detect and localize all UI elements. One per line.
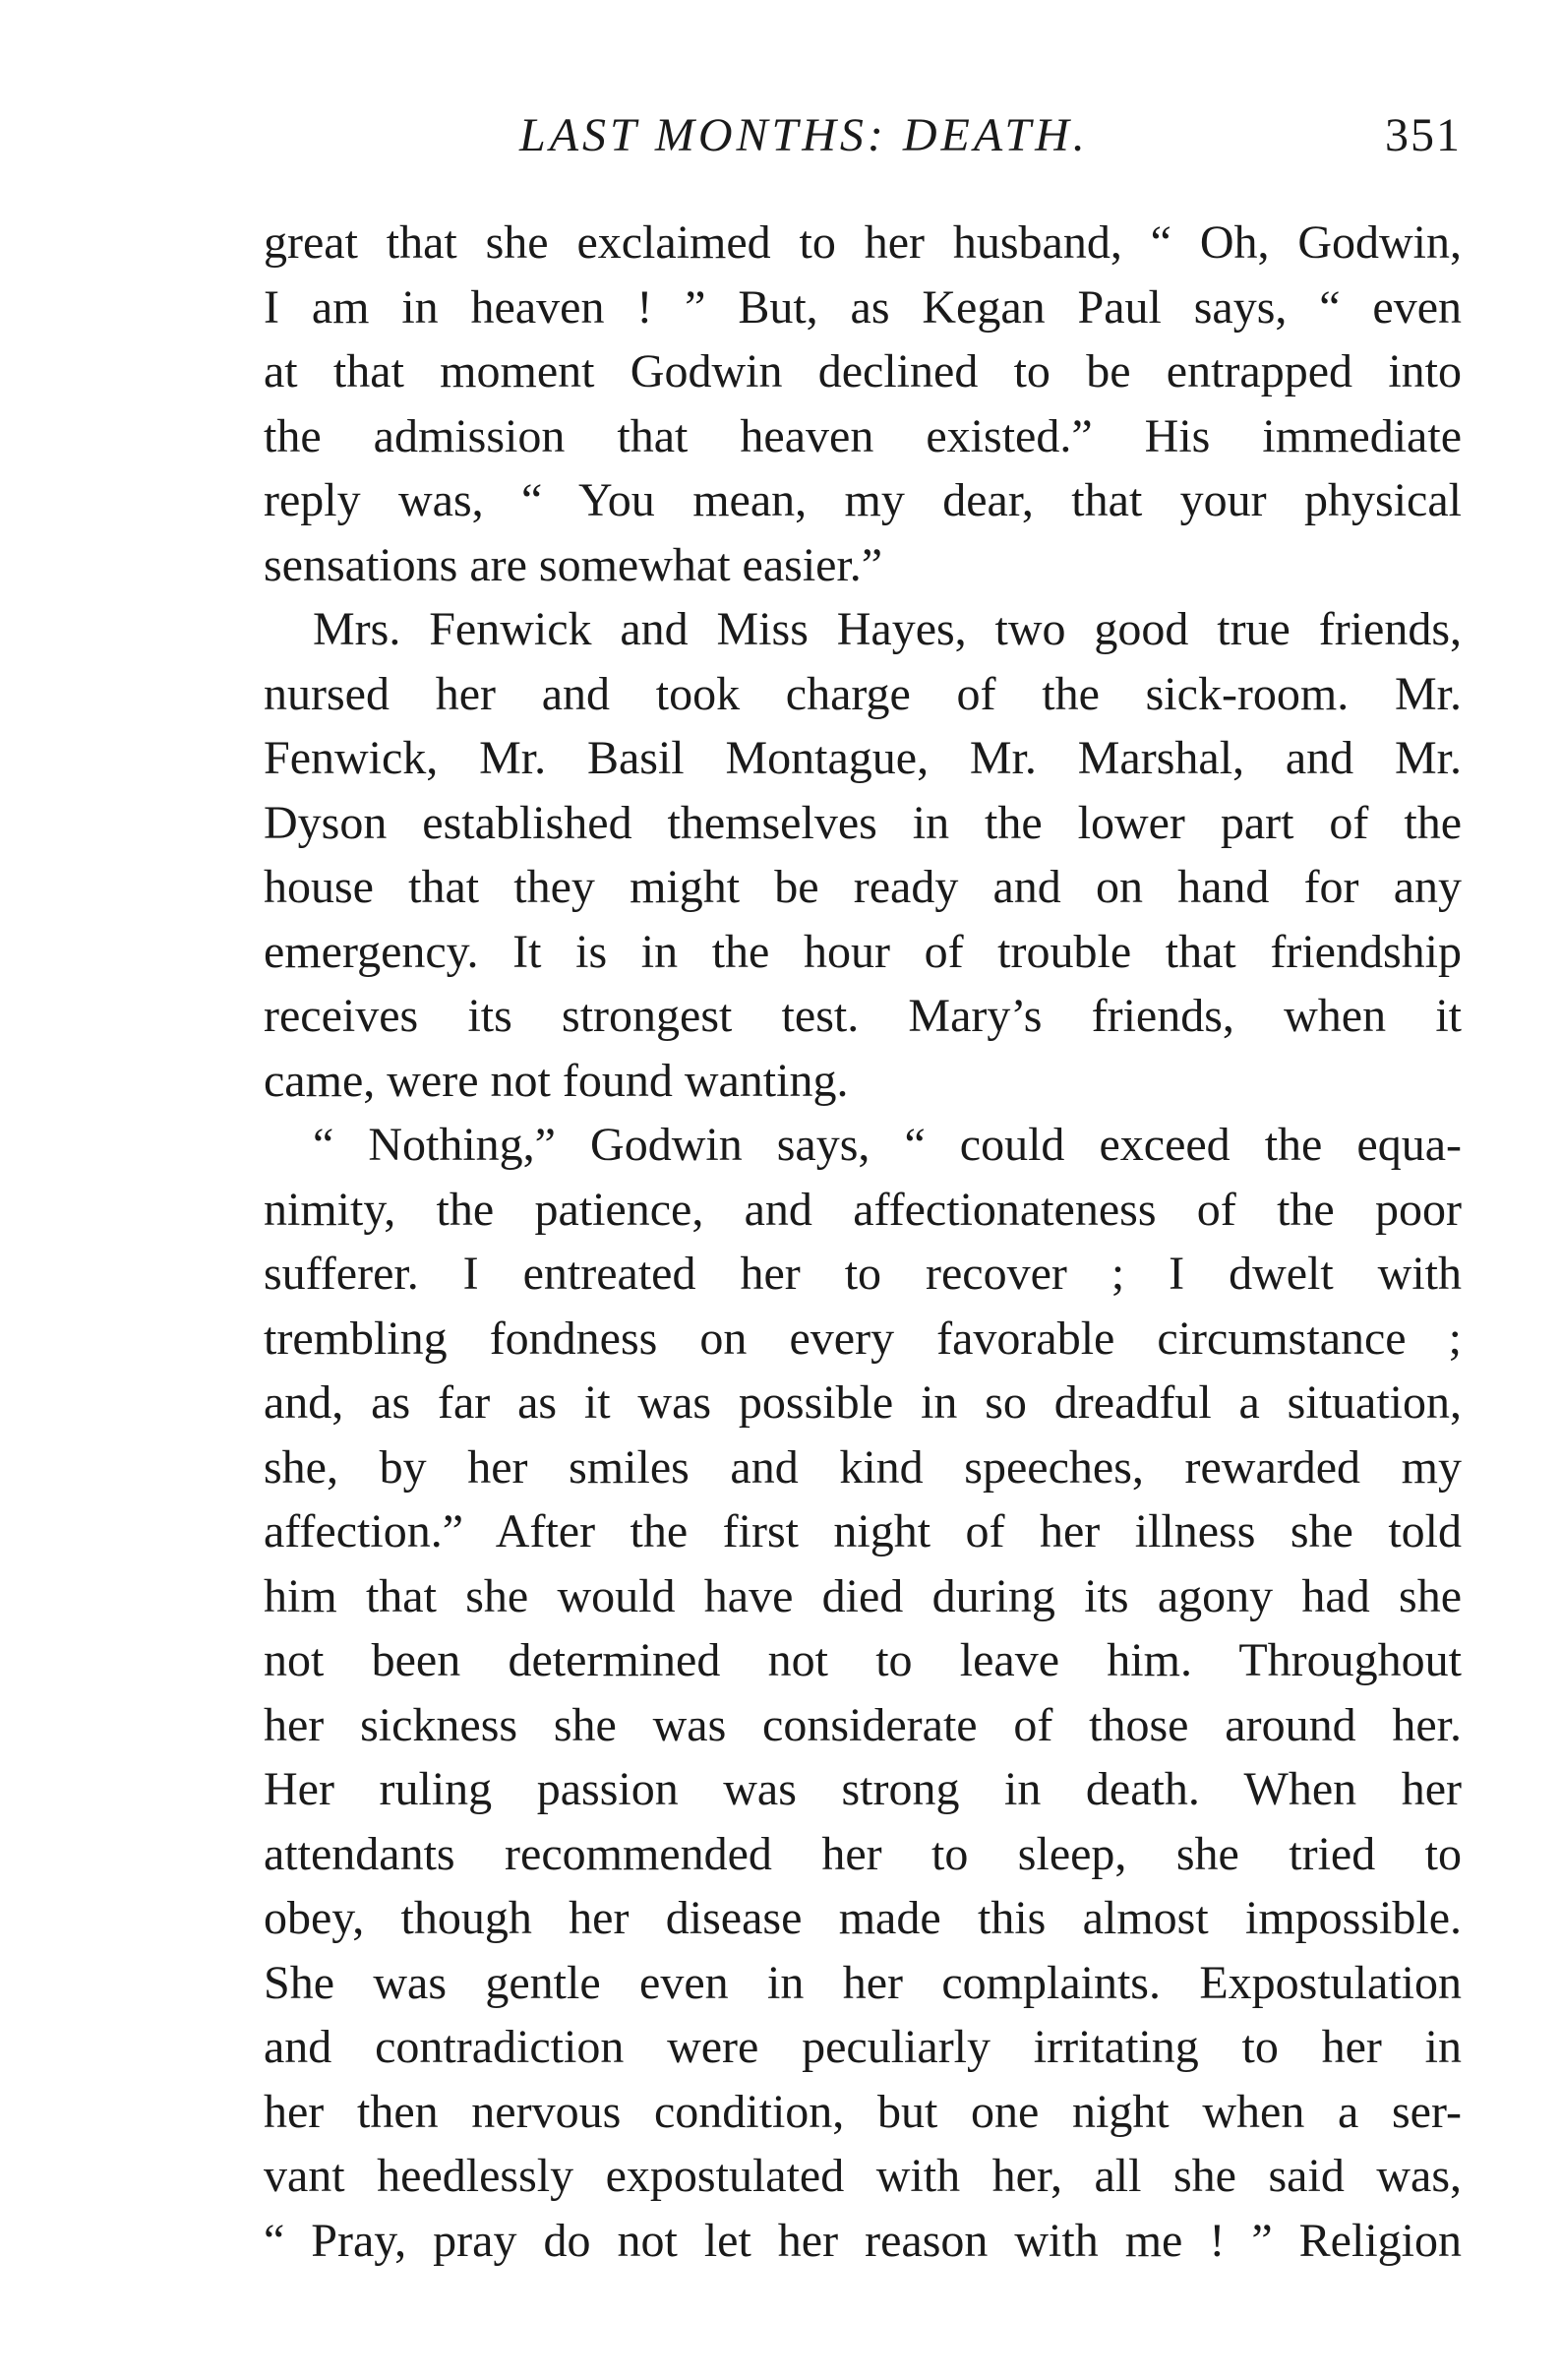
text-line: Dyson established themselves in the lower part of the [264, 796, 1462, 849]
text-line: reply was, “ You mean, my dear, that your physical [264, 474, 1462, 526]
text-line: at that moment Godwin declined to be entrapped into [264, 345, 1462, 397]
text-line: sufferer. I entreated her to recover ; I dwelt with [264, 1248, 1462, 1300]
text-line: her then nervous condition, but one night when a ser- [264, 2085, 1462, 2138]
body-text [264, 211, 1462, 2273]
text-line: her sickness she was considerate of those around her. [264, 1698, 1462, 1751]
text-line: came, were not found wanting. [264, 1054, 849, 1107]
text-line: attendants recommended her to sleep, she tried to [264, 1827, 1462, 1880]
text-line: affection.” After the first night of her illness she told [264, 1505, 1462, 1557]
text-line: great that she exclaimed to her husband, “ Oh, Godwin, [264, 216, 1462, 269]
text-line: sensations are somewhat easier.” [264, 538, 883, 591]
text-line: “ Pray, pray do not let her reason with me ! ” Religion [264, 2214, 1462, 2267]
text-line: house that they might be ready and on hand for any [264, 861, 1462, 913]
text-line: emergency. It is in the hour of trouble that friendship [264, 925, 1462, 978]
text-line: “ Nothing,” Godwin says, “ could exceed the equa- [313, 1119, 1462, 1171]
text-line: the admission that heaven existed.” His immediate [264, 409, 1462, 462]
text-line: not been determined not to leave him. Throughout [264, 1634, 1462, 1686]
text-line: Fenwick, Mr. Basil Montague, Mr. Marshal, and Mr. [264, 732, 1462, 784]
text-line: vant heedlessly expostulated with her, all she said was, [264, 2150, 1462, 2202]
page-number: 351 [1385, 109, 1462, 161]
text-line: Her ruling passion was strong in death. When her [264, 1763, 1462, 1815]
text-line: nimity, the patience, and affectionateness of the poor [264, 1183, 1462, 1236]
text-line: trembling fondness on every favorable circumstance ; [264, 1312, 1462, 1365]
text-line: she, by her smiles and kind speeches, rewarded my [264, 1440, 1462, 1494]
text-line: I am in heaven ! ” But, as Kegan Paul says, “ even [264, 280, 1462, 334]
text-line: Mrs. Fenwick and Miss Hayes, two good true friends, [313, 603, 1462, 655]
text-line: him that she would have died during its agony had she [264, 1569, 1462, 1622]
text-line: and, as far as it was possible in so dreadful a situation, [264, 1376, 1462, 1429]
text-line: and contradiction were peculiarly irritating to her in [264, 2021, 1462, 2073]
running-head [264, 106, 1462, 165]
text-line: obey, though her disease made this almost impossible. [264, 1892, 1462, 1944]
text-line: receives its strongest test. Mary’s friends, when it [264, 990, 1462, 1042]
text-line: nursed her and took charge of the sick-room. Mr. [264, 667, 1462, 720]
text-line: She was gentle even in her complaints. Expostulation [264, 1956, 1462, 2009]
running-title: LAST MONTHS: DEATH. [519, 109, 1089, 161]
